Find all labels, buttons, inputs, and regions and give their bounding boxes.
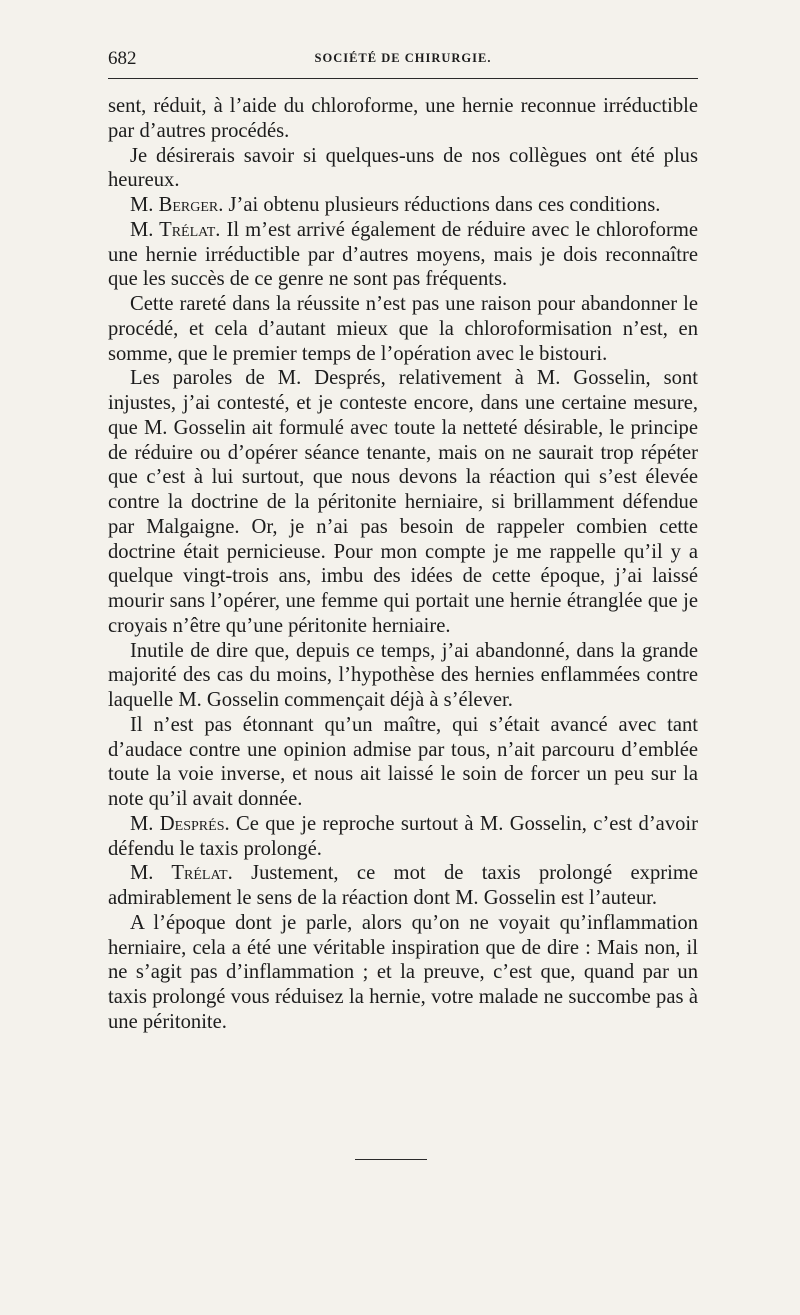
paragraph <box>108 94 698 144</box>
body-text <box>108 94 698 1035</box>
paragraph <box>108 639 698 713</box>
paragraph <box>108 861 698 911</box>
paragraph-text: Ce que je reproche surtout à M. Gosselin, c’est d’avoir défendu le taxis prolongé. <box>108 812 698 860</box>
paragraph-text: sent, réduit, à l’aide du chloroforme, une hernie reconnue irréductible par d’autres procédés. <box>108 95 698 142</box>
paragraph <box>108 812 698 862</box>
paragraph-text: Les paroles de M. Després, relativement à M. Gosselin, sont injustes, j’ai contesté, et je conteste encore, dans une certaine mesure, que M. Gosselin ait formulé avec toute la netteté désirable, le principe de réduire ou d’opérer séance tenante, mais on ne saurait trop répéter que c’est à lui surtout, que nous devons la réaction qui s’est élevée contre la doctrine de la péritonite herniaire, si brillamment défendue par Malgaigne. Or, je n’ai pas besoin de rappeler combien cette doctrine était pernicieuse. Pour mon compte je me rappelle qu’il y a quelque vingt-trois ans, imbu des idées de cette époque, j’ai laissé mourir sans l’opérer, une femme qui portait une hernie étranglée que je croyais n’être qu’une péritonite herniaire. <box>108 367 698 637</box>
paragraph-text: Inutile de dire que, depuis ce temps, j’ai abandonné, dans la grande majorité des cas du moins, l’hypothèse des hernies enflammées contre laquelle M. Gosselin commençait déjà à s’élever. <box>108 639 698 711</box>
speaker-name: M. Després. <box>130 812 230 835</box>
paragraph-text: Cette rareté dans la réussite n’est pas une raison pour abandonner le procédé, et cela d’autant mieux que la chloroformisation n’est, en somme, que le premier temps de l’opération avec le bistouri. <box>108 293 698 365</box>
paragraph-text: Je désirerais savoir si quelques-uns de nos collègues ont été plus heureux. <box>108 144 698 192</box>
paragraph <box>108 911 698 1035</box>
page-header <box>108 48 698 72</box>
speaker-name: M. Trélat. <box>130 218 221 241</box>
paragraph-text: J’ai obtenu plusieurs réductions dans ces conditions. <box>223 194 661 216</box>
paragraph-text: A l’époque dont je parle, alors qu’on ne voyait qu’inflammation herniaire, cela a été une véritable inspiration que de dire : Mais non, il ne s’agit pas d’inflammation ; et la preuve, c’est que, quand par un taxis prolongé vous réduisez la hernie, votre malade ne succombe pas à une péritonite. <box>108 911 698 1033</box>
paragraph-text: Il n’est pas étonnant qu’un maître, qui s’était avancé avec tant d’audace contre une opinion admise par tous, n’ait parcouru d’emblée toute la voie inverse, et nous ait laissé le soin de forcer un peu sur la note qu’il avait donnée. <box>108 713 698 810</box>
page-number: 682 <box>108 48 137 69</box>
speaker-name: M. Berger. <box>130 194 224 216</box>
header-rule <box>108 78 698 79</box>
running-title: SOCIÉTÉ DE CHIRURGIE. <box>314 51 492 65</box>
paragraph-text: Justement, ce mot de taxis prolongé exprime admirablement le sens de la réaction dont M. Gosselin est l’auteur. <box>108 862 698 909</box>
paragraph <box>108 144 698 194</box>
paragraph <box>108 218 698 292</box>
paragraph <box>108 193 698 218</box>
paragraph <box>108 713 698 812</box>
speaker-name: M. Trélat. <box>130 862 233 885</box>
paragraph <box>108 292 698 366</box>
closing-rule <box>355 1159 427 1160</box>
paragraph <box>108 366 698 638</box>
paragraph-text: Il m’est arrivé également de réduire avec le chloroforme une hernie irréductible par d’autres moyens, mais je dois reconnaître que les succès de ce genre ne sont pas fréquents. <box>108 218 698 291</box>
